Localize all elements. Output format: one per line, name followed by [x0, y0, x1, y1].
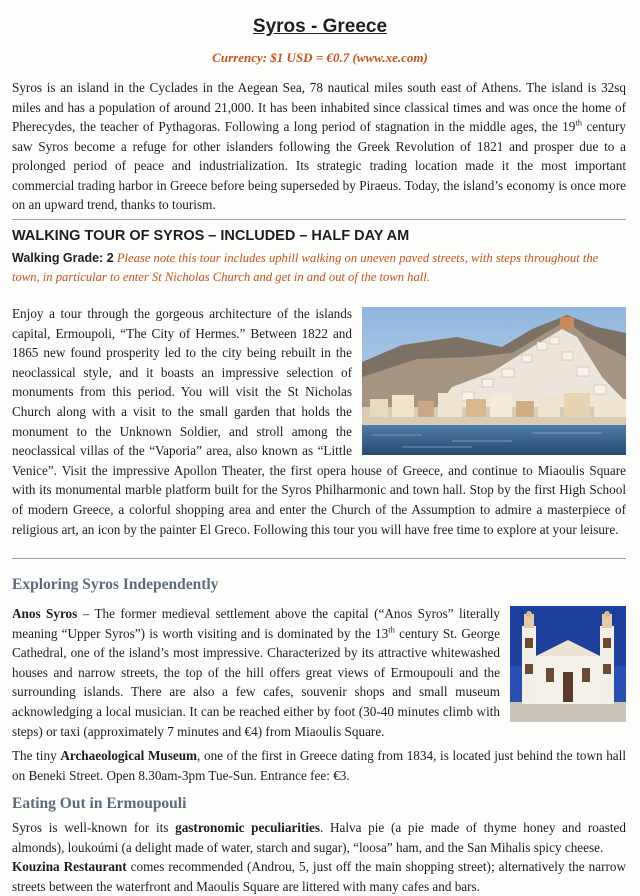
gastronomy-text-pre: Syros is well-known for its	[12, 820, 176, 835]
museum-paragraph	[12, 746, 626, 785]
museum-text-pre: The tiny	[12, 748, 61, 763]
walking-grade	[12, 249, 626, 287]
gastronomy-paragraph	[12, 818, 626, 857]
anos-syros-text-part1: – The former medieval settlement above the capital (“Anos Syros” literally meaning “Upper Syros”) is worth visiting and is dominated by the 13	[12, 606, 500, 641]
anos-syros-text-part2: century St. George Cathedral, one of the island’s most impressive. Characterized by its attractive whitewashed houses and narrow streets, the top of the hill offers great views of Ermoupouli and the surrounding islands. There are also a few cafes, souvenir shops and small museum acknowledging a local musician. It can be reached either by foot (30-40 minutes climb with steps) or taxi (approximately 7 minutes and €4) from Miaoulis Square.	[12, 625, 500, 739]
museum-label: Archaeological Museum	[60, 748, 198, 763]
restaurant-label: Kouzina Restaurant	[12, 859, 127, 875]
intro-text-part2: century saw Syros become a refuge for other islanders following the Greek Revolution of 1821 and prosper due to a prolonged period of peace and industrialization. Its strategic trading location made it the most important commercial trading harbor in Greece before being superseded by Piraeus. Today, the island’s economy is once more on an upward trend, thanks to tourism.	[12, 119, 626, 212]
cathedral-illustration	[510, 606, 626, 722]
walking-grade-note: Please note this tour includes uphill walking on uneven paved streets, with steps throughout the town, in particular to enter St Nicholas Church and get in and out of the town hall.	[12, 251, 599, 284]
tour-description	[12, 304, 626, 539]
intro-superscript: th	[575, 117, 582, 128]
gastronomy-text-post: . Halva pie (a pie made of thyme honey and roasted almonds), loukoúmi (a delight made of water, starch and sugar), “loosa” ham, and the San Mihalis spicy cheese.	[12, 820, 626, 855]
tour-text: Enjoy a tour through the gorgeous architecture of the islands capital, Ermoupoli, “The City of Hermes.” Between 1822 and 1865 new found prosperity led to the city being rebuilt in the neoclassical style, and it boasts an impressive selection of monuments from this period. You will visit the St Nicholas Church along with a visit to the small garden that holds the monument to the Unknown Soldier, and stroll among the neoclassical villas of the “Vaporia” area, also known as “Little Venice”. Visit the impressive Apollon Theater, the first opera house of Greece, and continue to Miaoulis Square with its monumental marble platform built for the Syros Philharmonic and town hall. Stop by the first High School of modern Greece, a colorful shopping area and enter the Church of the Assumption to admire a masterpiece of religious art, an icon by the painter El Greco. Following this tour you will have free time to explore at your leisure.	[12, 306, 626, 537]
museum-text-post: , one of the first in Greece dating from 1834, is located just behind the town hall on Beneki Street. Open 8.30am-3pm Tue-Sun. Entrance fee: €3.	[12, 748, 626, 783]
eating-heading: Eating Out in Ermoupouli	[12, 795, 187, 812]
ermoupoli-harbor-photo	[362, 307, 626, 455]
anos-syros-superscript: th	[388, 624, 395, 635]
st-george-cathedral-photo	[510, 606, 626, 722]
anos-syros-label: Anos Syros	[12, 606, 78, 621]
section-divider	[12, 558, 626, 559]
restaurant-paragraph	[12, 857, 626, 896]
currency-note: Currency: $1 USD = €0.7 (www.xe.com)	[212, 50, 428, 65]
restaurant-text: comes recommended (Androu, 5, just off the main shopping street); alternatively the narrow streets between the waterfront and Maoulis Square are littered with many cafes and bars.	[12, 859, 626, 894]
intro-text-part1: Syros is an island in the Cyclades in the Aegean Sea, 78 nautical miles south east of Athens. The island is 32sq miles and has a population of around 21,000. It has been inhabited since classical times and was once the home of Pherecydes, the teacher of Pythagoras. Following a long period of stagnation in the middle ages, the 19	[12, 80, 626, 134]
anos-syros-paragraph	[12, 604, 626, 741]
independent-heading: Exploring Syros Independently	[12, 576, 219, 593]
eating-section	[12, 818, 626, 896]
page-title: Syros - Greece	[252, 16, 388, 37]
intro-paragraph	[12, 78, 626, 215]
gastronomy-label: gastronomic peculiarities	[175, 820, 321, 835]
walking-grade-label: Walking Grade: 2	[12, 251, 114, 265]
tour-heading: WALKING TOUR OF SYROS – INCLUDED – HALF DAY AM	[12, 228, 410, 244]
harbor-illustration	[362, 307, 626, 455]
section-divider	[12, 219, 626, 220]
